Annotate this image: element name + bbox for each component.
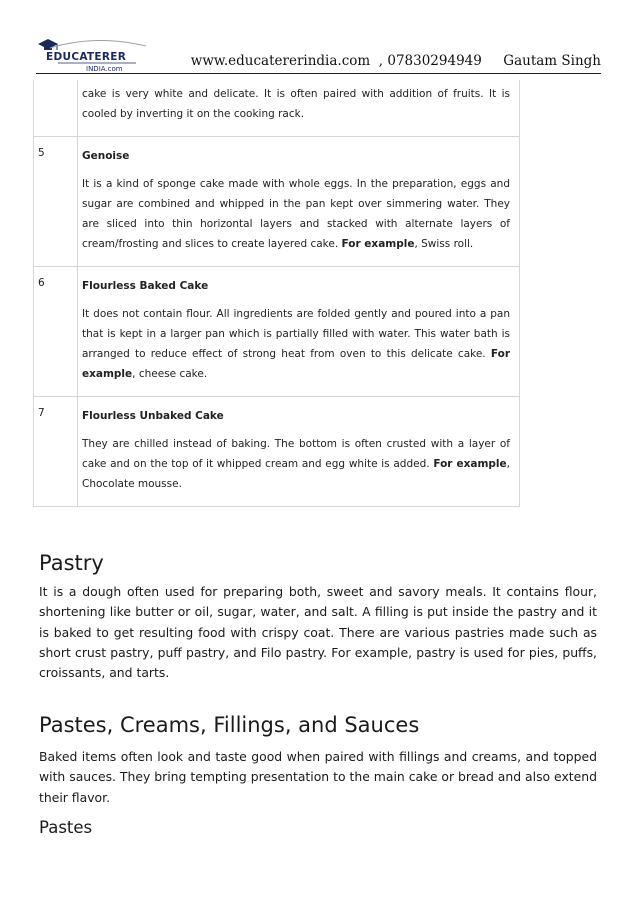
column-divider xyxy=(77,137,78,266)
column-divider xyxy=(77,267,78,396)
pastry-paragraph: It is a dough often used for preparing both, sweet and savory meals. It contains flour, shortening like butter or oil, sugar, water, and salt. A filling is put inside the pastry and it is baked to get resulting food with crispy coat. There are various pastries made such as short crust pastry, puff pastry, and Filo pastry. For example, pastry is used for pies, puffs, croissants, and tarts. xyxy=(39,584,597,681)
table-row xyxy=(34,137,519,267)
header-contact: www.educatererindia.com , 07830294949 Gautam Singh xyxy=(190,53,601,69)
pastes-creams-paragraph: Baked items often look and taste good when paired with fillings and creams, and topped with sauces. They bring tempting presentation to the main cake or bread and also extend their flavor. xyxy=(39,749,597,805)
example-label: For example xyxy=(341,238,415,250)
section-heading-pastry: Pastry xyxy=(39,551,104,575)
row-content xyxy=(82,267,510,396)
section-heading-pastes-creams: Pastes, Creams, Fillings, and Sauces xyxy=(39,713,420,737)
example-label: For example xyxy=(82,348,511,380)
example-label: For example xyxy=(433,458,507,470)
table-row xyxy=(34,80,519,137)
row-title: Genoise xyxy=(82,150,130,162)
column-divider xyxy=(77,80,78,136)
svg-text:INDIA.com: INDIA.com xyxy=(86,65,123,73)
subheading-pastes: Pastes xyxy=(39,818,93,837)
table-row xyxy=(34,267,519,397)
row-number: 5 xyxy=(38,147,45,159)
row-text: It is a kind of sponge cake made with whole eggs. In the preparation, eggs and sugar are combined and whipped in the pan kept over simmering water. They are sliced into thin horizontal layers and stacked with alternate layers of cream/frosting and slices to create layered cake. For example, Swiss roll. xyxy=(82,178,510,250)
table-row xyxy=(34,397,519,506)
row-number: 7 xyxy=(38,407,45,419)
row-content xyxy=(82,397,510,506)
cake-types-table xyxy=(33,80,520,507)
page-header xyxy=(36,36,601,74)
column-divider xyxy=(77,397,78,506)
educaterer-logo xyxy=(36,36,154,74)
row-text: cake is very white and delicate. It is often paired with addition of fruits. It is cooled by inverting it on the cooking rack. xyxy=(82,88,510,120)
row-text: They are chilled instead of baking. The bottom is often crusted with a layer of cake and on the top of it whipped cream and egg white is added. For example, Chocolate mousse. xyxy=(82,438,511,490)
header-rule xyxy=(36,73,601,74)
row-title: Flourless Baked Cake xyxy=(82,280,209,292)
svg-text:EDUCATERER: EDUCATERER xyxy=(46,51,127,63)
row-text: It does not contain flour. All ingredients are folded gently and poured into a pan that is kept in a larger pan which is partially filled with water. This water bath is arranged to reduce effect of strong heat from oven to this delicate cake. For example, cheese cake. xyxy=(82,308,511,380)
row-content xyxy=(82,80,510,136)
row-content xyxy=(82,137,510,266)
row-title: Flourless Unbaked Cake xyxy=(82,410,224,422)
row-number: 6 xyxy=(38,277,45,289)
